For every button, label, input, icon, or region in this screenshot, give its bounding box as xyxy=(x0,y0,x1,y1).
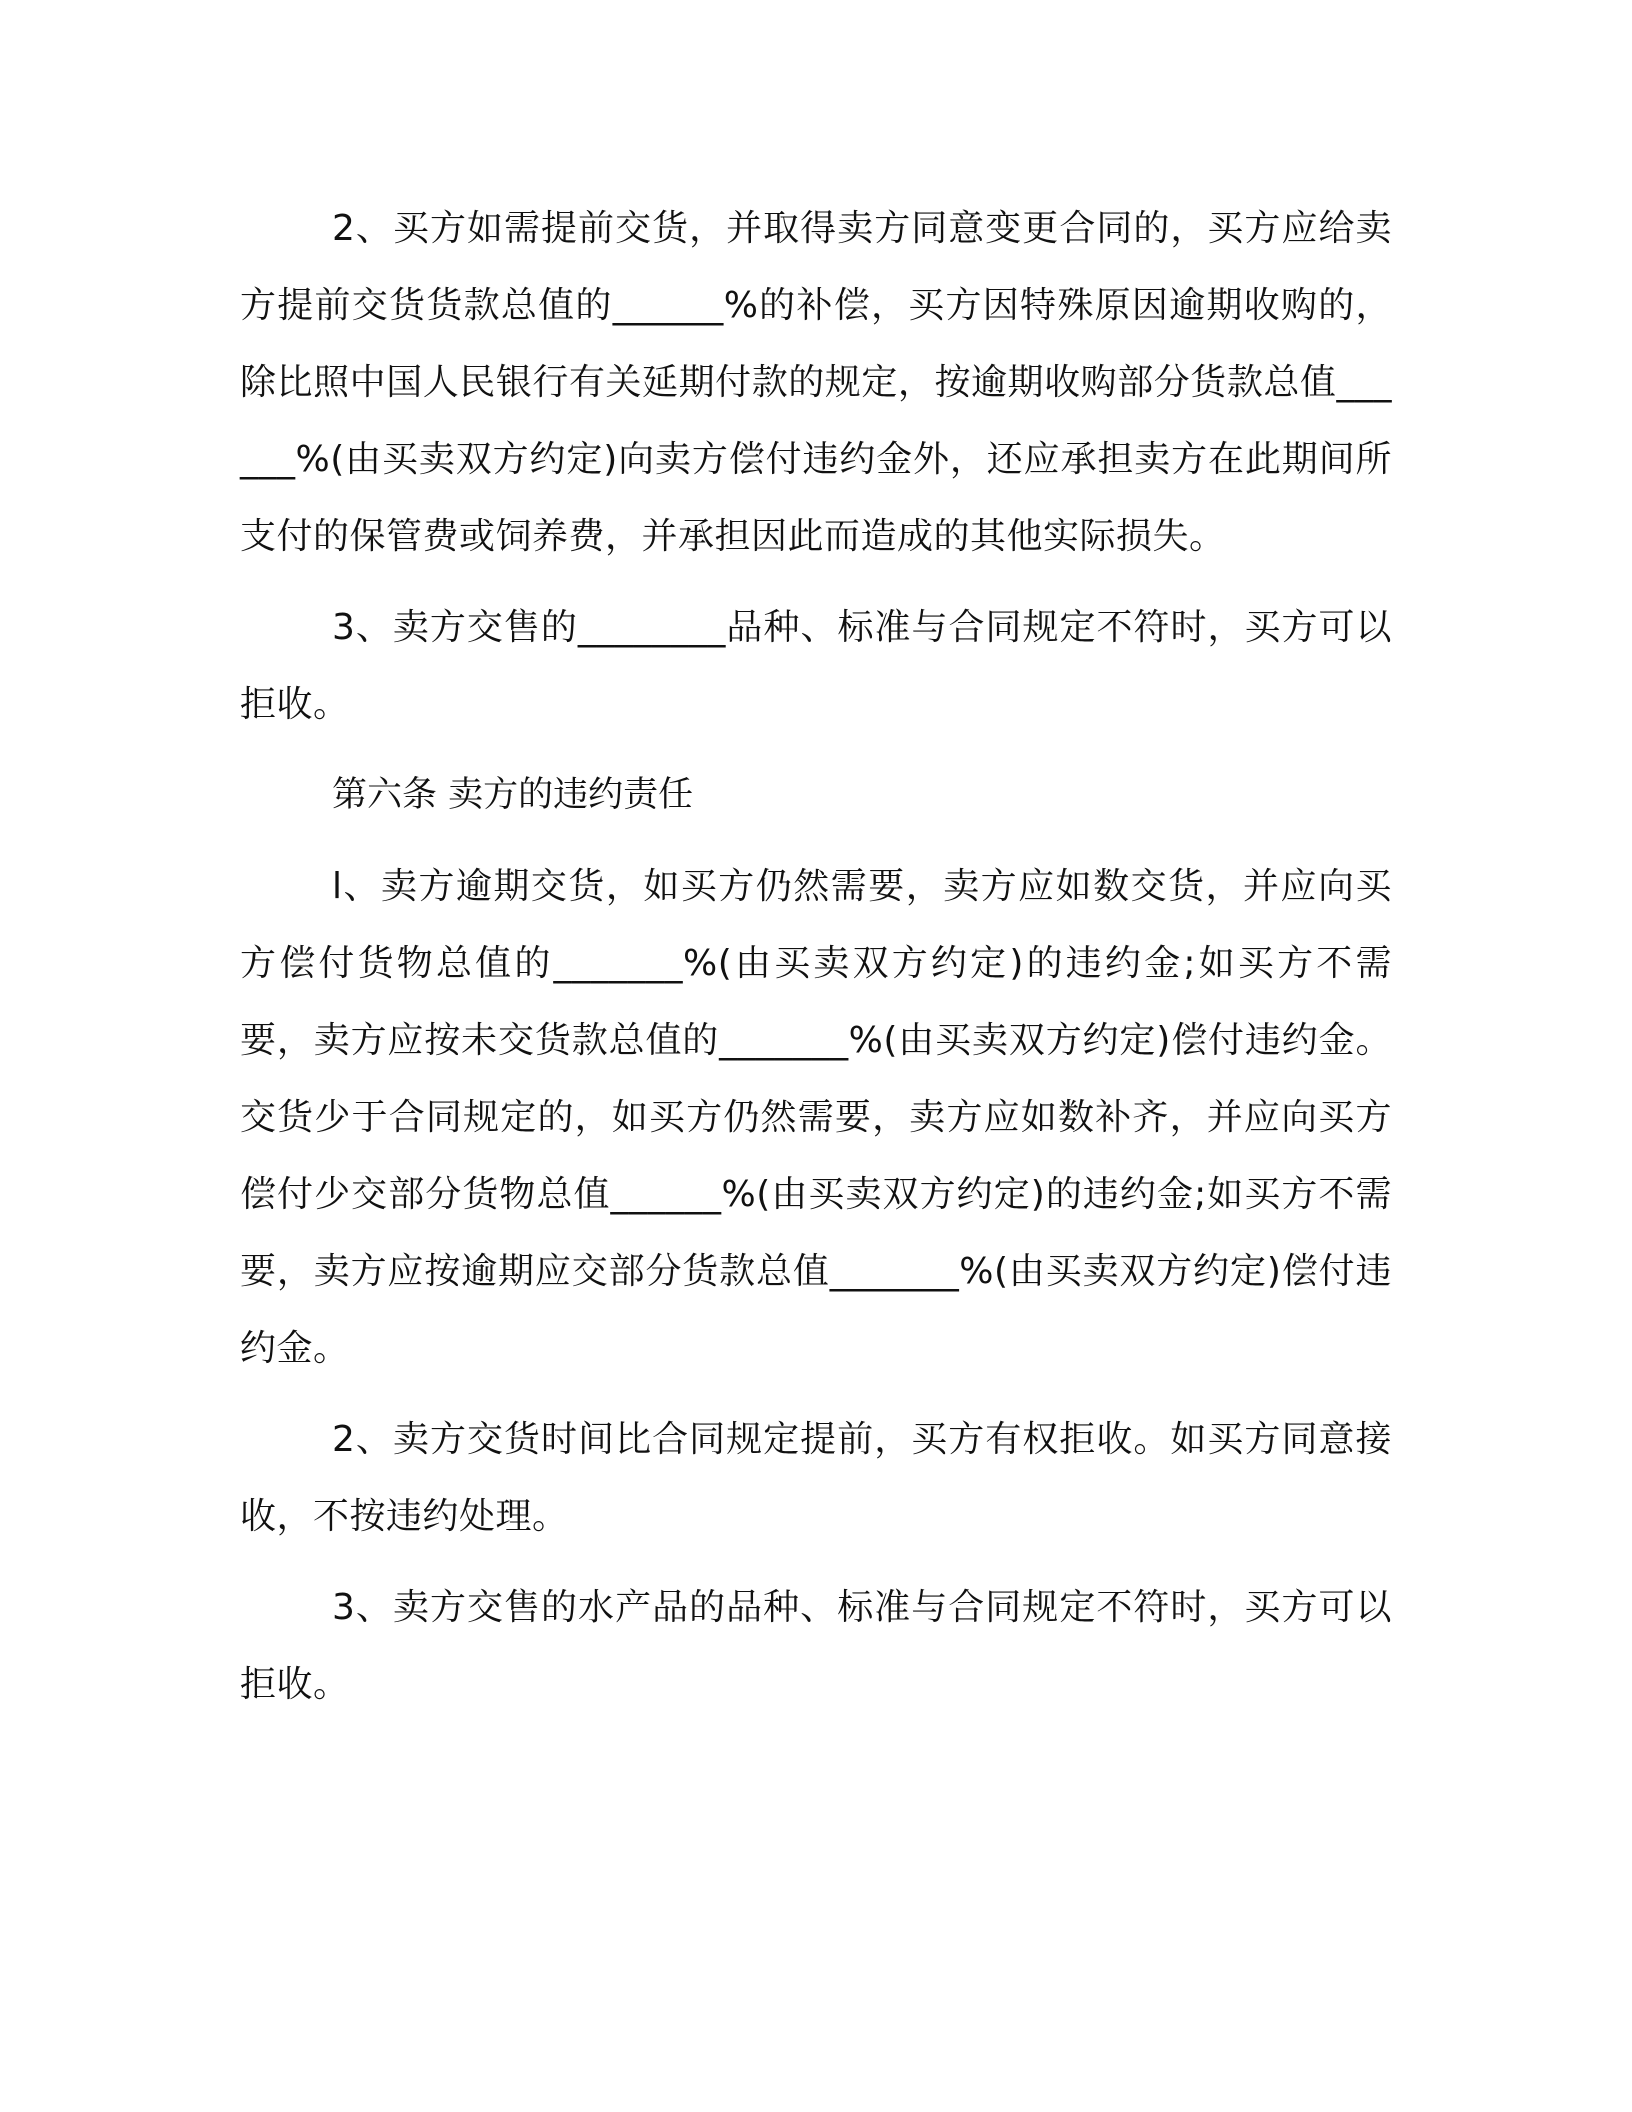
section-heading-article-6: 第六条 卖方的违约责任 xyxy=(332,775,694,815)
paragraph-seller-late-delivery: l、卖方逾期交货，如买方仍然需要，卖方应如数交货，并应向买方偿付货物总值的_______%(由买卖双方约定)的违约金;如买方不需要，卖方应按未交货款总值的_______%(由买卖双方约定)偿付违约金。交货少于合同规定的，如买方仍然需要，卖方应如数补齐，并应向买方偿付少交部分货物总值______%(由买卖双方约定)的违约金;如买方不需要，卖方应按逾期应交部分货款总值_______%(由买卖双方约定)偿付违约金。 xyxy=(240,866,1392,1369)
paragraph-seller-product-mismatch: 3、卖方交售的水产品的品种、标准与合同规定不符时，买方可以拒收。 xyxy=(240,1587,1392,1705)
paragraph-seller-early-delivery: 2、卖方交货时间比合同规定提前，买方有权拒收。如买方同意接收，不按违约处理。 xyxy=(240,1419,1392,1537)
document-body xyxy=(240,190,1392,1737)
paragraph-buyer-early-delivery: 2、买方如需提前交货，并取得卖方同意变更合同的，买方应给卖方提前交货货款总值的______%的补偿，买方因特殊原因逾期收购的，除比照中国人民银行有关延期付款的规定，按逾期收购部分货款总值______%(由买卖双方约定)向卖方偿付违约金外，还应承担卖方在此期间所支付的保管费或饲养费，并承担因此而造成的其他实际损失。 xyxy=(240,208,1392,557)
paragraph-seller-variety-mismatch: 3、卖方交售的________品种、标准与合同规定不符时，买方可以拒收。 xyxy=(240,607,1392,725)
